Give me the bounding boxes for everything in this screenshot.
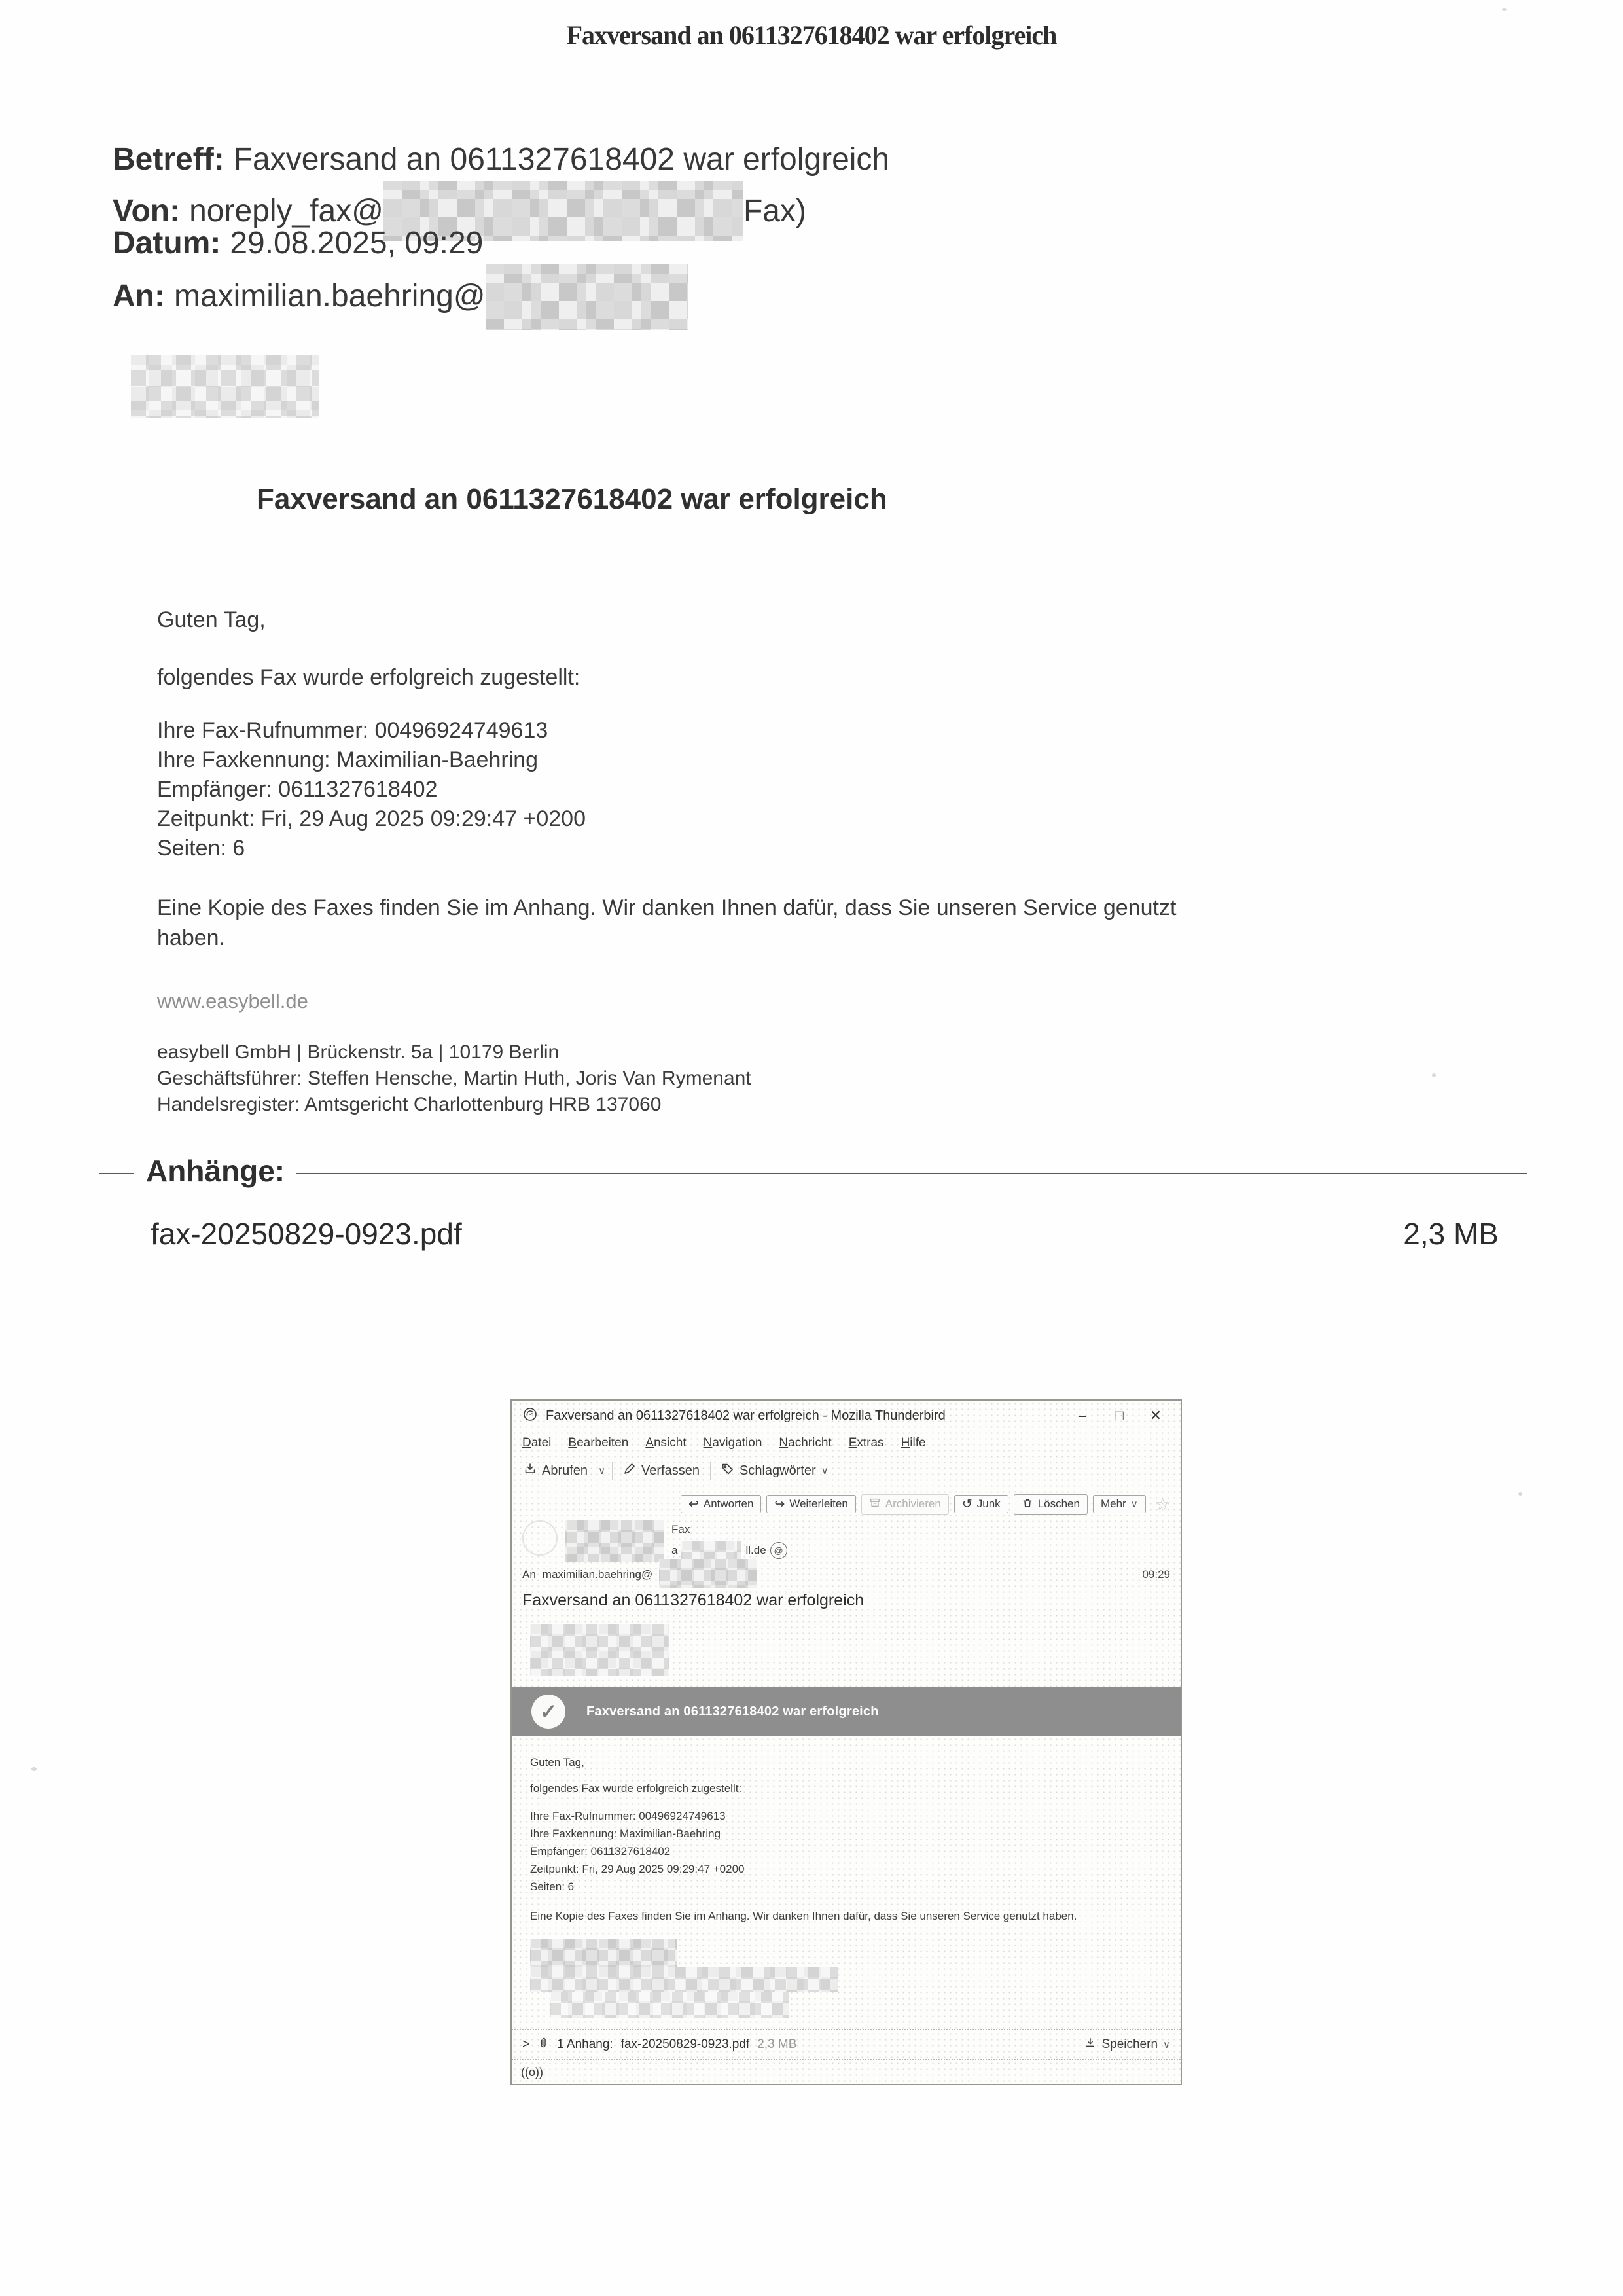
embedded-detail-line: Ihre Faxkennung: Maximilian-Baehring bbox=[530, 1827, 721, 1840]
compose-icon bbox=[623, 1462, 636, 1479]
attachment-file-name: fax-20250829-0923.pdf bbox=[151, 1217, 462, 1251]
status-bar bbox=[512, 2060, 1181, 2084]
from-value-prefix: noreply_fax@ bbox=[189, 194, 383, 228]
trash-icon bbox=[1022, 1497, 1033, 1512]
to-label: An bbox=[522, 1568, 536, 1581]
subject-label: Betreff: bbox=[113, 142, 224, 177]
window-titlebar bbox=[512, 1401, 1181, 1431]
menu-item-nachricht[interactable]: Nachricht bbox=[779, 1436, 832, 1450]
compose-button[interactable] bbox=[619, 1461, 704, 1480]
window-title: Faxversand an 0611327618402 war erfolgreich - Mozilla Thunderbird bbox=[546, 1408, 946, 1423]
signature-redaction bbox=[530, 1939, 1162, 2018]
management-line: Geschäftsführer: Steffen Hensche, Martin Huth, Joris Van Rymenant bbox=[157, 1067, 751, 1089]
delete-label: Löschen bbox=[1037, 1498, 1080, 1510]
attachment-bar bbox=[512, 2029, 1181, 2060]
sender-avatar bbox=[522, 1520, 558, 1556]
sender-fragment: Fax bbox=[671, 1523, 690, 1535]
thunderbird-window bbox=[510, 1399, 1182, 2085]
sender-line-2 bbox=[671, 1541, 787, 1560]
message-header-panel bbox=[512, 1486, 1181, 1617]
chevron-down-icon[interactable]: ∨ bbox=[598, 1465, 606, 1477]
thunderbird-app-icon bbox=[522, 1407, 538, 1426]
sender-lines bbox=[671, 1520, 787, 1560]
sender-email-redaction bbox=[681, 1541, 741, 1560]
junk-label: Junk bbox=[976, 1498, 1001, 1510]
from-row bbox=[113, 181, 889, 228]
get-mail-icon bbox=[524, 1462, 537, 1479]
menu-item-datei[interactable]: Datei bbox=[522, 1436, 552, 1450]
main-toolbar bbox=[512, 1456, 1181, 1486]
sender-fragment: ll.de bbox=[745, 1544, 766, 1556]
embedded-detail-line: Seiten: 6 bbox=[530, 1880, 575, 1893]
attachments-heading: Anhänge: bbox=[134, 1153, 296, 1189]
get-messages-label: Abrufen bbox=[542, 1463, 588, 1478]
embedded-details bbox=[530, 1807, 1162, 1895]
body-logo-redaction bbox=[530, 1624, 669, 1676]
to-row bbox=[113, 264, 889, 314]
message-actions bbox=[522, 1492, 1170, 1516]
menu-item-extras[interactable]: Extras bbox=[848, 1436, 884, 1450]
website-link[interactable]: www.easybell.de bbox=[157, 990, 308, 1013]
menu-bar bbox=[512, 1431, 1181, 1456]
star-icon[interactable]: ☆ bbox=[1154, 1494, 1170, 1514]
signature-redaction-row bbox=[530, 1939, 677, 1967]
reply-label: Antworten bbox=[703, 1498, 754, 1510]
intro-text: folgendes Fax wurde erfolgreich zugestellt: bbox=[157, 665, 580, 690]
chevron-down-icon: ∨ bbox=[1163, 2039, 1170, 2051]
to-label: An: bbox=[113, 279, 165, 314]
activity-indicator: ((o)) bbox=[521, 2065, 543, 2079]
embedded-closing: Eine Kopie des Faxes finden Sie im Anhang. Wir danken Ihnen dafür, dass Sie unseren Service genutzt haben. bbox=[530, 1910, 1077, 1922]
signature-redaction-row bbox=[530, 1967, 838, 1992]
chevron-down-icon: ∨ bbox=[1130, 1499, 1138, 1510]
detail-line: Ihre Fax-Rufnummer: 00496924749613 bbox=[157, 718, 548, 743]
more-button[interactable] bbox=[1093, 1495, 1146, 1513]
paperclip-icon bbox=[537, 2037, 549, 2053]
to-redaction bbox=[486, 264, 688, 330]
embedded-detail-line: Zeitpunkt: Fri, 29 Aug 2025 09:29:47 +0200 bbox=[530, 1863, 745, 1875]
embedded-detail-line: Empfänger: 0611327618402 bbox=[530, 1845, 671, 1857]
detail-line: Seiten: 6 bbox=[157, 836, 245, 861]
toolbar-separator bbox=[612, 1462, 613, 1480]
logo-redaction bbox=[131, 355, 319, 418]
attachment-file-size: 2,3 MB bbox=[1403, 1217, 1499, 1251]
sender-redaction bbox=[565, 1520, 664, 1562]
company-line: easybell GmbH | Brückenstr. 5a | 10179 Berlin bbox=[157, 1041, 560, 1063]
banner-text: Faxversand an 0611327618402 war erfolgreich bbox=[586, 1704, 879, 1719]
email-header-block bbox=[113, 139, 890, 314]
at-badge-icon: @ bbox=[770, 1542, 787, 1559]
sender-line-1 bbox=[671, 1520, 787, 1539]
tags-button[interactable] bbox=[717, 1461, 832, 1480]
maximize-button[interactable]: □ bbox=[1115, 1407, 1124, 1424]
menu-item-navigation[interactable]: Navigation bbox=[703, 1436, 762, 1450]
tags-label: Schlagwörter bbox=[740, 1463, 816, 1478]
menu-item-ansicht[interactable]: Ansicht bbox=[645, 1436, 687, 1450]
embedded-attachment-size: 2,3 MB bbox=[757, 2037, 797, 2051]
more-label: Mehr bbox=[1100, 1498, 1126, 1510]
scan-speckle bbox=[31, 1767, 37, 1771]
embedded-greeting: Guten Tag, bbox=[530, 1756, 584, 1768]
register-line: Handelsregister: Amtsgericht Charlottenburg HRB 137060 bbox=[157, 1094, 662, 1115]
from-label: Von: bbox=[113, 194, 181, 228]
date-label: Datum: bbox=[113, 226, 221, 260]
attachments-divider bbox=[99, 1173, 1527, 1174]
archive-icon bbox=[869, 1497, 881, 1512]
message-time: 09:29 bbox=[1142, 1568, 1170, 1581]
forward-icon: ↪ bbox=[774, 1497, 785, 1511]
scan-speckle bbox=[1502, 8, 1507, 11]
success-check-icon bbox=[531, 1695, 565, 1729]
check-glyph: ✓ bbox=[539, 1700, 558, 1723]
fax-details-block bbox=[157, 716, 586, 863]
sender-fragment: a bbox=[671, 1544, 678, 1556]
compose-label: Verfassen bbox=[641, 1463, 700, 1478]
sender-row bbox=[522, 1520, 1170, 1562]
tag-icon bbox=[721, 1462, 734, 1479]
recipient-row bbox=[522, 1564, 1170, 1586]
embedded-detail-line: Ihre Fax-Rufnummer: 00496924749613 bbox=[530, 1810, 726, 1822]
save-label: Speichern bbox=[1101, 2037, 1158, 2051]
page-title: Faxversand an 0611327618402 war erfolgreich bbox=[566, 20, 1057, 50]
menu-item-hilfe[interactable]: Hilfe bbox=[901, 1436, 926, 1450]
menu-item-bearbeiten[interactable]: Bearbeiten bbox=[568, 1436, 629, 1450]
get-messages-button[interactable] bbox=[520, 1461, 592, 1480]
embedded-attachment-name[interactable]: fax-20250829-0923.pdf bbox=[620, 2037, 750, 2051]
forward-label: Weiterleiten bbox=[789, 1498, 848, 1510]
close-button[interactable]: ✕ bbox=[1149, 1407, 1162, 1424]
message-body bbox=[512, 1617, 1181, 2029]
signature-redaction-row bbox=[550, 1992, 789, 2018]
detail-line: Zeitpunkt: Fri, 29 Aug 2025 09:29:47 +0200 bbox=[157, 806, 586, 831]
to-value-prefix: maximilian.baehring@ bbox=[173, 279, 486, 314]
scan-speckle bbox=[1518, 1492, 1522, 1496]
from-value-suffix: Fax) bbox=[743, 194, 806, 228]
forward-button[interactable] bbox=[766, 1495, 855, 1513]
embedded-intro: folgendes Fax wurde erfolgreich zugestellt: bbox=[530, 1782, 742, 1795]
message-subject: Faxversand an 0611327618402 war erfolgreich bbox=[522, 1591, 865, 1609]
junk-icon: ↺ bbox=[961, 1497, 972, 1511]
attachment-count-label: 1 Anhang: bbox=[557, 2037, 613, 2051]
subject-value: Faxversand an 0611327618402 war erfolgreich bbox=[233, 142, 890, 177]
date-value: 29.08.2025, 09:29 bbox=[230, 226, 484, 260]
minimize-button[interactable]: – bbox=[1078, 1407, 1087, 1424]
toolbar-separator bbox=[710, 1462, 711, 1480]
reply-icon: ↩ bbox=[688, 1497, 699, 1511]
delete-button[interactable] bbox=[1014, 1494, 1088, 1515]
closing-text: Eine Kopie des Faxes finden Sie im Anhang. Wir danken Ihnen dafür, dass Sie unseren Service genutzt haben. bbox=[157, 895, 1177, 950]
reply-button[interactable] bbox=[681, 1495, 761, 1513]
junk-button[interactable] bbox=[954, 1495, 1008, 1513]
to-value: maximilian.baehring@ bbox=[542, 1568, 653, 1581]
archive-button[interactable] bbox=[861, 1494, 949, 1515]
subject-row bbox=[113, 139, 889, 181]
detail-line: Ihre Faxkennung: Maximilian-Baehring bbox=[157, 747, 539, 772]
message-title: Faxversand an 0611327618402 war erfolgreich bbox=[257, 483, 887, 515]
company-footer bbox=[157, 1039, 751, 1118]
recipient-redaction bbox=[659, 1559, 757, 1588]
download-icon bbox=[1084, 2037, 1096, 2053]
scan-speckle bbox=[1432, 1073, 1436, 1077]
save-button[interactable] bbox=[1084, 2037, 1170, 2053]
archive-label: Archivieren bbox=[885, 1498, 941, 1510]
success-banner bbox=[512, 1687, 1181, 1736]
chevron-down-icon: ∨ bbox=[821, 1465, 829, 1477]
expander-chevron-icon[interactable]: > bbox=[522, 2037, 530, 2051]
greeting-text: Guten Tag, bbox=[157, 607, 266, 632]
detail-line: Empfänger: 0611327618402 bbox=[157, 777, 438, 802]
